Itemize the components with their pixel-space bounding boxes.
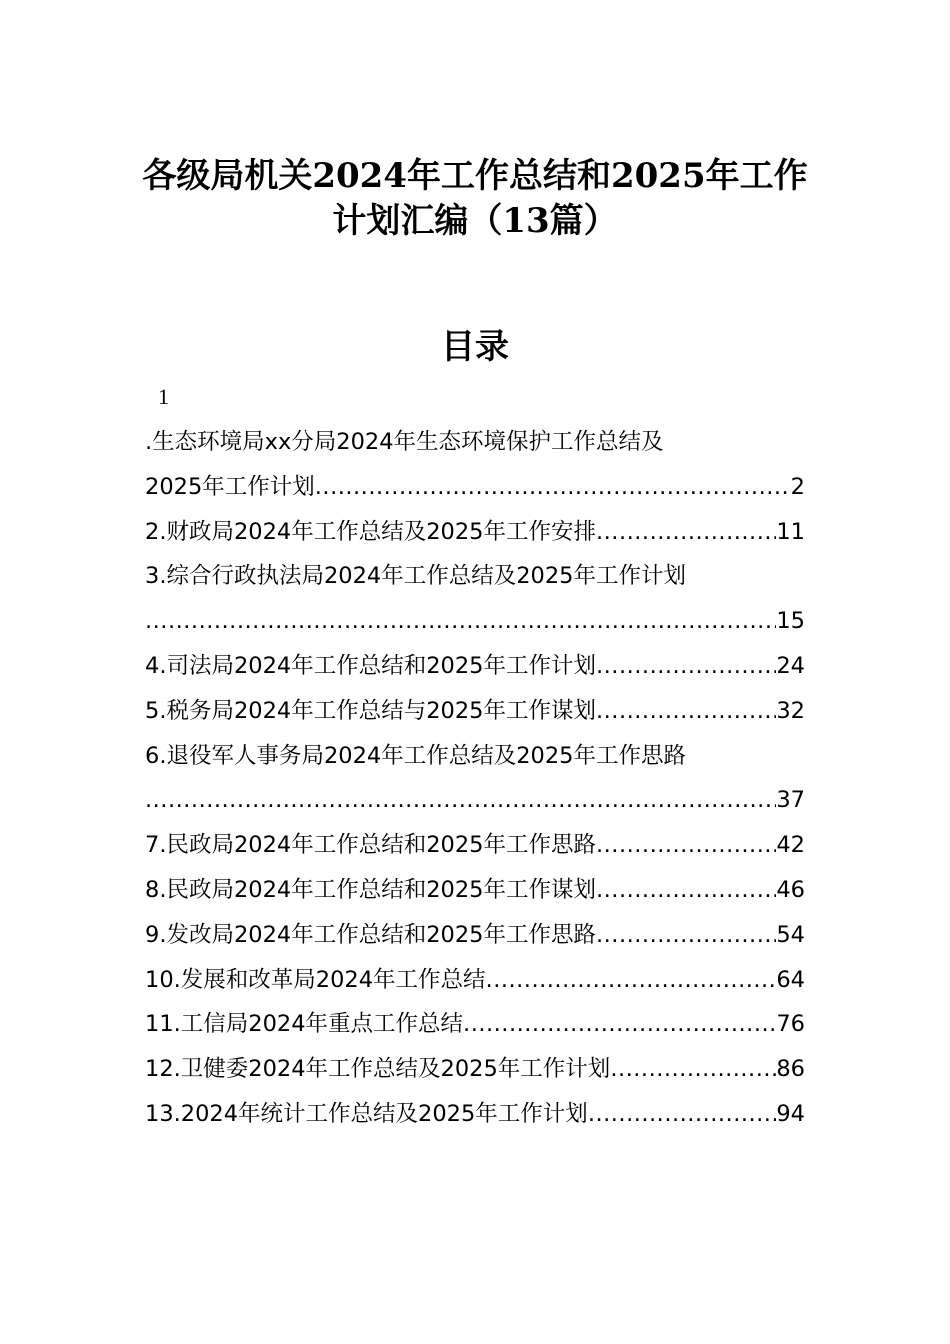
toc-entry-5-page: 32 (776, 697, 805, 724)
toc-entry-1-text: 2025年工作计划 (145, 473, 315, 500)
toc-entry-12[interactable] (145, 1047, 805, 1092)
toc-entry-3-page: 15 (776, 608, 805, 635)
toc-entry-3-first-line: 3.综合行政执法局2024年工作总结及2025年工作计划 (145, 563, 686, 590)
document-title-line-1: 各级局机关2024年工作总结和2025年工作 (142, 156, 808, 196)
toc-leader-dots (588, 1092, 777, 1137)
toc-entry-6-first-line: 6.退役军人事务局2024年工作总结及2025年工作思路 (145, 742, 686, 769)
toc-entry-1-line-1[interactable] (145, 420, 805, 465)
toc-entry-12-page: 86 (776, 1056, 805, 1083)
toc-entry-9-page: 54 (776, 921, 805, 948)
toc-heading: 目录 (441, 327, 509, 367)
toc-entry-13[interactable] (145, 1092, 805, 1137)
toc-entry-1-page: 2 (790, 473, 805, 500)
toc-entry-9[interactable] (145, 913, 805, 958)
toc-entry-13-text: 13.2024年统计工作总结及2025年工作计划 (145, 1100, 588, 1127)
toc-leader-dots (596, 868, 776, 913)
toc-entry-3-line-1[interactable] (145, 554, 805, 599)
toc-leader-dots (596, 689, 776, 734)
toc-leader-dots (596, 823, 776, 868)
toc-entry-2[interactable] (145, 510, 805, 555)
toc-entry-2-page: 11 (776, 518, 805, 545)
toc-leader-dots (596, 644, 776, 689)
toc-entry-7-text: 7.民政局2024年工作总结和2025年工作思路 (145, 832, 596, 859)
toc-leader-dots (596, 913, 776, 958)
toc-entry-2-text: 2.财政局2024年工作总结及2025年工作安排 (145, 518, 596, 545)
toc-entry-8-page: 46 (776, 876, 805, 903)
toc-entry-6-line-2[interactable] (145, 778, 805, 823)
toc-stray-number: 1 (158, 384, 169, 409)
document-title-line-2: 计划汇编（13篇） (332, 201, 618, 241)
toc-entry-6-line-1[interactable] (145, 734, 805, 779)
toc-entry-3-line-2[interactable] (145, 599, 805, 644)
toc-leader-dots (610, 1047, 776, 1092)
toc-entry-5-text: 5.税务局2024年工作总结与2025年工作谋划 (145, 697, 596, 724)
toc-leader-dots (486, 958, 777, 1003)
toc-leader-dots (145, 778, 776, 823)
toc-entry-8-text: 8.民政局2024年工作总结和2025年工作谋划 (145, 876, 596, 903)
toc-entry-11-text: 11.工信局2024年重点工作总结 (145, 1011, 464, 1038)
toc-entry-10-text: 10.发展和改革局2024年工作总结 (145, 966, 486, 993)
toc-leader-dots (596, 510, 776, 555)
toc-entry-5[interactable] (145, 689, 805, 734)
toc-entry-1-line-2[interactable] (145, 465, 805, 510)
toc-entry-13-page: 94 (776, 1100, 805, 1127)
toc-leader-dots (463, 1002, 776, 1047)
toc-entry-11[interactable] (145, 1002, 805, 1047)
toc-entry-10-page: 64 (776, 966, 805, 993)
toc-entry-10[interactable] (145, 958, 805, 1003)
table-of-contents (145, 420, 805, 1137)
toc-entry-6-page: 37 (776, 787, 805, 814)
toc-leader-dots (145, 599, 776, 644)
toc-entry-4-text: 4.司法局2024年工作总结和2025年工作计划 (145, 652, 596, 679)
toc-leader-dots (315, 465, 791, 510)
toc-entry-4-page: 24 (776, 652, 805, 679)
toc-entry-7[interactable] (145, 823, 805, 868)
toc-entry-1-first-line: .生态环境局xx分局2024年生态环境保护工作总结及 (145, 429, 664, 455)
toc-entry-12-text: 12.卫健委2024年工作总结及2025年工作计划 (145, 1056, 611, 1083)
toc-entry-4[interactable] (145, 644, 805, 689)
toc-entry-11-page: 76 (776, 1011, 805, 1038)
toc-entry-7-page: 42 (776, 832, 805, 859)
toc-entry-8[interactable] (145, 868, 805, 913)
toc-entry-9-text: 9.发改局2024年工作总结和2025年工作思路 (145, 921, 596, 948)
